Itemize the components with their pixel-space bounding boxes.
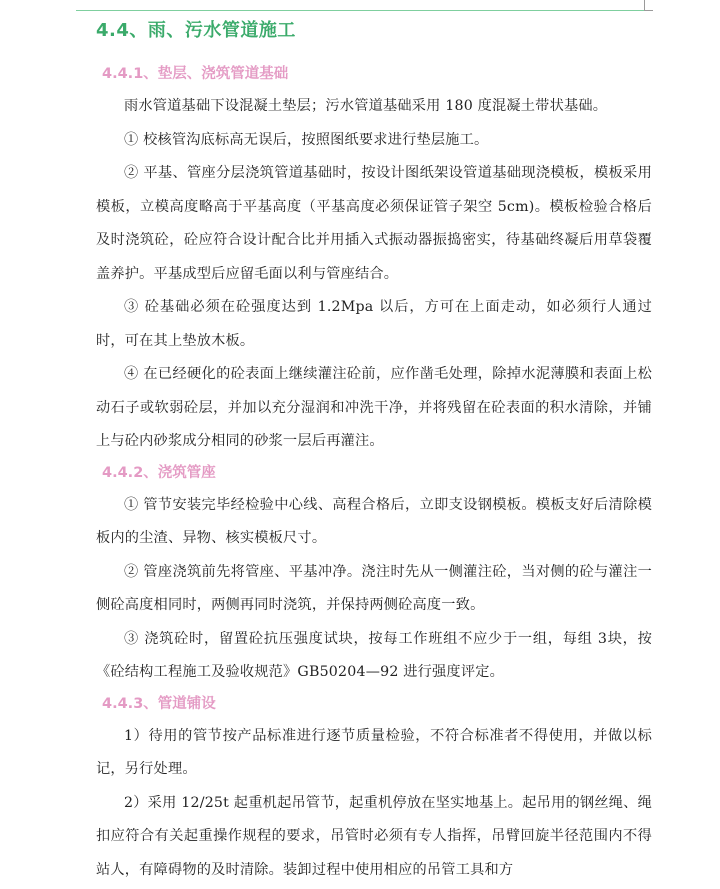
paragraph: ③ 砼基础必须在砼强度达到 1.2Mpa 以后，方可在上面走动，如必须行人通过时，可在其上垫放木板。 [96,299,652,349]
paragraph: ② 平基、管座分层浇筑管道基础时，按设计图纸架设管道基础现浇模板，模板采用模板，立模高度略高于平基高度（平基高度必须保证管子架空 5cm)。模板检验合格后及时浇筑砼，砼应符合设计配合比并用插入式振动器振捣密实，待基础终凝后用草袋覆盖养护。平基成型后应留毛面以利与管座结合。 [96,165,652,282]
paragraph: 2）采用 12/25t 起重机起吊管节，起重机停放在坚实地基上。起吊用的钢丝绳、绳扣应符合有关起重操作规程的要求，吊管时必须有专人指挥，吊臂回旋半径范围内不得站人，有障碍物的及时清除。装卸过程中使用相应的吊管工具和方 [96,794,652,878]
subsection-4-4-2 [96,461,652,690]
paragraph: ① 管节安装完毕经检验中心线、高程合格后，立即支设钢模板。模板支好后清除模板内的尘渣、异物、核实模板尺寸。 [96,496,652,546]
paragraph: ① 校核管沟底标高无误后，按照图纸要求进行垫层施工。 [124,131,489,148]
subsection-title: 4.4.2、浇筑管座 [102,464,216,481]
paragraph: ② 管座浇筑前先将管座、平基冲净。浇注时先从一侧灌注砼，当对侧的砼与灌注一侧砼高度相同时，两侧再同时浇筑，并保持两侧砼高度一致。 [96,563,652,613]
paragraph: ④ 在已经硬化的砼表面上继续灌注砼前，应作凿毛处理，除掉水泥薄膜和表面上松动石子或软弱砼层，并加以充分湿润和冲洗干净，并将残留在砼表面的积水清除，并铺上与砼内砂浆成分相同的砂浆一层后再灌注。 [96,366,652,449]
page-corner-mark-horizontal [644,10,653,11]
paragraph: 1）待用的管节按产品标准进行逐节质量检验，不符合标准者不得使用，并做以标记，另行处理。 [96,727,652,777]
subsection-title: 4.4.3、管道铺设 [102,695,216,712]
subsection-4-4-3 [96,692,652,888]
subsection-title: 4.4.1、垫层、浇筑管道基础 [102,66,289,82]
paragraph: ③ 浇筑砼时，留置砼抗压强度试块，按每工作班组不应少于一组，每组 3块，按《砼结构工程施工及验收规范》GB50204—92 进行强度评定。 [96,630,652,680]
header-rule [76,10,644,11]
document-page [96,14,652,889]
section-title: 4.4、雨、污水管道施工 [96,20,296,41]
subsection-4-4-1 [96,62,652,459]
page-corner-mark [644,0,646,10]
paragraph: 雨水管道基础下设混凝土垫层；污水管道基础采用 180 度混凝土带状基础。 [124,98,608,114]
